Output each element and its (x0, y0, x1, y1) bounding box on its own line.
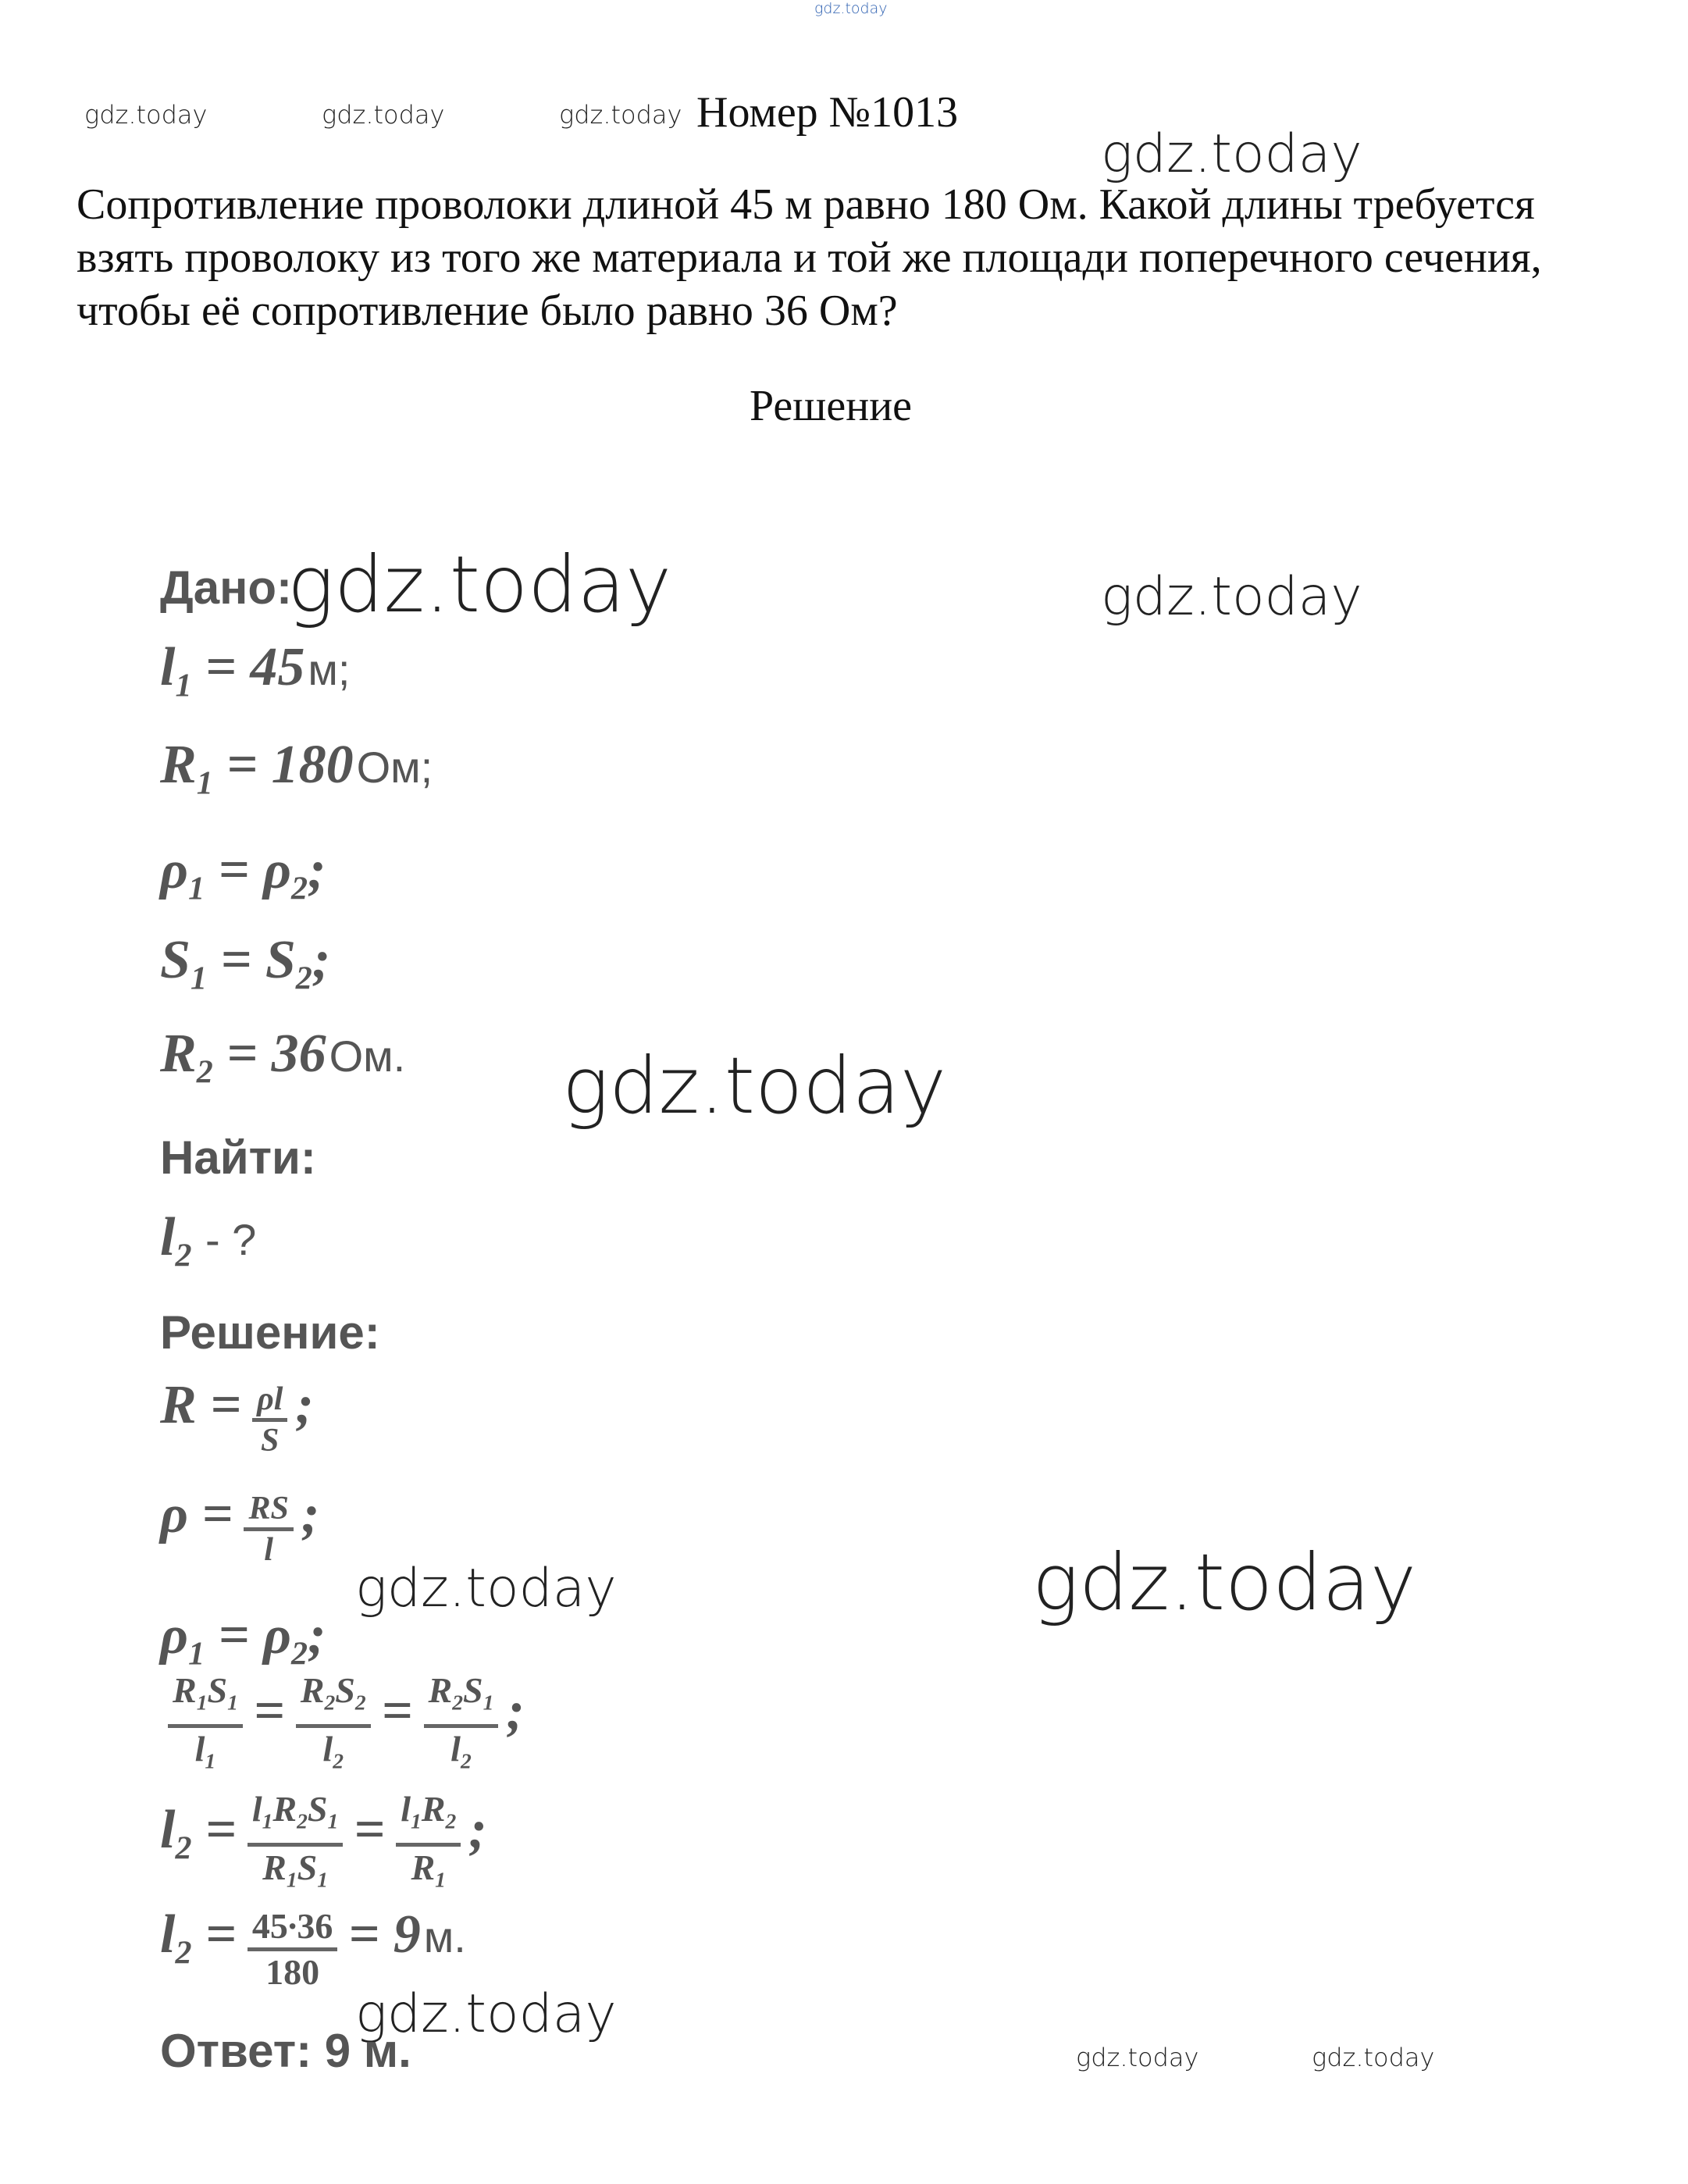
watermark-top: gdz.today (814, 0, 888, 17)
formula-l2: $l_2$ = $\frac{l_1R_2S_1}{R_1S_1}$ = $\frac{l_1R_2}{R_1}$ ; (160, 1789, 487, 1892)
given-label: Дано: (160, 561, 292, 614)
watermark: gdz.today (287, 539, 672, 630)
watermark: gdz.today (1101, 566, 1362, 628)
given-s: $S_1 = S_2$; (160, 930, 331, 997)
formula-r: R = $\frac{\rho l}{S}$ ; (160, 1375, 314, 1459)
watermark: gdz.today (355, 1983, 617, 2045)
watermark: gdz.today (355, 1558, 617, 1619)
solution-heading: Решение (750, 382, 913, 430)
formula-calc: $l_2$ = $\frac{45\cdot 36}{180}$ = 9 м. (160, 1904, 466, 1992)
formula-rho-eq: $\rho_1 = \rho_2$; (160, 1605, 326, 1673)
solution-label: Решение: (160, 1306, 380, 1359)
given-r1: $R_1 = 180$ Ом; (160, 735, 433, 802)
find-l2: $l_2$ - ? (160, 1207, 257, 1274)
watermark: gdz.today (562, 1040, 947, 1131)
watermark: gdz.today (559, 100, 682, 130)
watermark: gdz.today (1032, 1537, 1417, 1628)
formula-ratio: $\frac{R_1S_1}{l_1}$ = $\frac{R_2S_2}{l_2}$ = $\frac{R_2S_1}{l_2}$ ; (160, 1669, 525, 1782)
given-r2: $R_2 = 36$ Ом. (160, 1024, 406, 1091)
watermark: gdz.today (1312, 2043, 1435, 2072)
task-text: Сопротивление проволоки длиной 45 м равно 180 Ом. Какой длины требуется взять проволоку из того же материала и той же площади поперечного сечения, чтобы её сопротивление было равно 36 Ом? (77, 180, 1542, 335)
watermark: gdz.today (84, 100, 208, 130)
given-l1: $l_1 = 45$ м; (160, 637, 351, 704)
answer: Ответ: 9 м. (160, 2025, 411, 2077)
find-label: Найти: (160, 1131, 316, 1184)
page-title: Номер №1013 (696, 88, 959, 137)
formula-rho: ρ = $\frac{RS}{l}$ ; (160, 1484, 320, 1568)
watermark: gdz.today (1076, 2043, 1199, 2072)
given-rho: $\rho_1 = \rho_2$; (160, 840, 326, 907)
watermark: gdz.today (1101, 123, 1362, 185)
watermark: gdz.today (322, 100, 445, 130)
